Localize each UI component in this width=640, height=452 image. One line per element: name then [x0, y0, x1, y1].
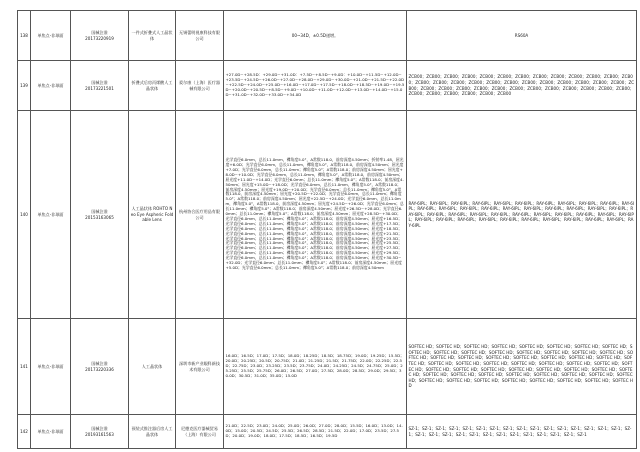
table-row: [18, 415, 637, 449]
cell-spec: 21.0D；22.5D；23.0D；24.0D；25.0D；26.0D；27.0D；28.0D；15.5D；16.0D；13.0D；14.0D；15.0D；20.5D；24.5D；25.5D；26.5D；28.5D；21.5D；22.0D；17.0D；23.5D；27.5D；20.0D；19.0D；18.0D；17.5D；18.5D；16.5D；19.5D: [224, 415, 407, 449]
cell-cert: 国械注准 20173221501: [71, 61, 129, 111]
cell-product: 人工晶状体: [129, 319, 176, 415]
cell-models: SZ-1；SZ-1；SZ-1；SZ-1；SZ-1；SZ-1；SZ-1；SZ-1；SZ-1；SZ-1；SZ-1；SZ-1；SZ-1；SZ-1；SZ-1；SZ-1；SZ-1；SZ-1；SZ-1；SZ-1；SZ-1；SZ-1；SZ-1；SZ-1；SZ-1；SZ-1；SZ-1；SZ-1；SZ-1；SZ-1: [407, 415, 637, 449]
cell-index: 142: [18, 415, 31, 449]
cell-index: 140: [18, 111, 31, 319]
table-row: [18, 11, 637, 61]
cell-index: 138: [18, 11, 31, 61]
cell-product: 一件式折叠式人工晶状体: [129, 11, 176, 61]
cell-models: SOFTEC HD；SOFTEC HD；SOFTEC HD；SOFTEC HD；SOFTEC HD；SOFTEC HD；SOFTEC HD；SOFTEC HD；SOFTEC HD；SOFTEC HD；SOFTEC HD；SOFTEC HD；SOFTEC HD；SOFTEC HD；SOFTEC HD；SOFTEC HD；SOFTEC HD；SOFTEC HD；SOFTEC HD；SOFTEC HD；SOFTEC HD；SOFTEC HD；SOFTEC HD；SOFTEC HD；SOFTEC HD；SOFTEC HD；SOFTEC HD；SOFTEC HD；SOFTEC HD；SOFTEC HD；SOFTEC HD；SOFTEC HD；SOFTEC HD；SOFTEC HD；SOFTEC HD；SOFTEC HD；SOFTEC HD；SOFTEC HD；SOFTEC HD；SOFTEC HD；SOFTEC HD；SOFTEC HD；SOFTEC HD；SOFTEC HD；SOFTEC HD；SOFTEC HD；SOFTEC HD；SOFTEC HD；SOFTEC HD；SOFTEC HD；SOFTEC HD；SOFTEC HD；SOFTEC HD；SOFTEC HD；SOFTEC HD；SOFTEC HD；SOFTEC HD: [407, 319, 637, 415]
cell-index: 141: [18, 319, 31, 415]
cell-spec: +27.0D~+28.5D：+29.0D~+31.0D：+7.5D~+8.5D~+9.0D：+10.0D~+11.5D~+12.0D~+23.5D~+24.5D~+26.0D~+27.0D~+28.0D~+29.0D~+30.0D~+21.0D~+21.5D~+22.0D~+22.5D~+24.0D~+25.0D~+16.0D~+17.0D~+17.5D~+18.0D~+18.5D~+19.0D~+19.5D~+20.0D~+20.5D~+8.5D~+9.0D~+10.0D~+11.0D~+12.0D~+13.0D~+14.0D~+15.0D~+31.0D~+32.0D~+33.0D~+34.0D: [224, 61, 407, 111]
cell-company: 尼德克医疗器械贸易（上海）有限公司: [176, 415, 224, 449]
cell-models: RAY-6IPL；RAY-6IPL；RAY-6IPL；RAY-6IPL；RAY-6IPL；RAY-6IPL；RAY-6IPL；RAY-6IPL；RAY-6IPL；RAY-6IPL；RAY-6IPL；RAY-6IPL；RAY-6IPL；RAY-6IPL；RAY-6IPL；RAY-6IPL；RAY-6IPL；RAY-6IPL；RAY-6IPL；RAY-6IPL；RAY-6IPL；RAY-6IPL；RAY-6IPL；RAY-6IPL；RAY-6IPL；RAY-6IPL；RAY-6IPL；RAY-6IPL；RAY-6IPL；RAY-6IPL；RAY-6IPL；RAY-6IPL；RAY-6IPL；RAY-6IPL；RAY-6IPL；RAY-6IPL；RAY-6IPL；RAY-6IPL；RAY-6IPL；RAY-6IPL；RAY-6IPL；RAY-6IPL；RAY-6IPL: [407, 111, 637, 319]
cell-cert: 国械注准 20173220919: [71, 11, 129, 61]
cell-spec: 00~34D，±0.5D递增。: [224, 11, 407, 61]
cell-category: 单焦点-非球面: [31, 111, 71, 319]
cell-company: 杭州协合医疗用品有限公司: [176, 111, 224, 319]
cell-cert: 国械注准 20193161563: [71, 415, 129, 449]
cell-company: 无锡蕾明视康科技有限公司: [176, 11, 224, 61]
cell-category: 单焦点-非球面: [31, 415, 71, 449]
cell-models: ZCB00；ZCB00；ZCB00；ZCB00；ZCB00；ZCB00；ZCB00；ZCB00；ZCB00；ZCB00；ZCB00；ZCB00；ZCB00；ZCB00；ZCB00；ZCB00；ZCB00；ZCB00；ZCB00；ZCB00；ZCB00；ZCB00；ZCB00；ZCB00；ZCB00；ZCB00；ZCB00；ZCB00；ZCB00；ZCB00；ZCB00；ZCB00；ZCB00；ZCB00；ZCB00；ZCB00；ZCB00；ZCB00；ZCB00；ZCB00；ZCB00；ZCB00；ZCB00；ZCB00: [407, 61, 637, 111]
cell-product: 折叠式后房丙烯酸人工晶状体: [129, 61, 176, 111]
cell-cert: 国械注准 20153163065: [71, 111, 129, 319]
cell-company: 爱尔康（上海）医疗器械有限公司: [176, 61, 224, 111]
cell-company: 深圳市新产业眼科新技术有限公司: [176, 319, 224, 415]
lens-registration-table: [17, 10, 637, 449]
table-row: [18, 61, 637, 111]
table-body: [18, 11, 637, 449]
cell-spec: 光学直径6.0mm，总长11.0mm，襻角度5.0°，A常数118.0，前房深度4.50mm；折射率1.48，屈光度+6.0D；光学直径6.0mm，总长11.0mm，襻角度5.0°，A常数118.0，前房深度4.50mm；屈光度+7.0D；光学直径6.0mm，总长11.0mm；襻角度5.0°；A常数118.0；前房深度4.50mm；屈光度+8.0D~+10.0D；光学直径6.0mm，总长11.0mm，襻角度5.0°，A常数118.0，前房深度4.50mm；屈光度+11.0D~+14.0D；光学直径6.0mm；总长11.0mm；襻角度5.0°；A常数118.0；前房深度4.50mm；屈光度+15.0D~+18.0D；光学直径6.0mm，总长11.0mm，襻角度5.0°，A常数118.0；前房深度4.50mm；屈光度+19.0D~+20.0D；光学直径6.0mm；总长11.0mm；襻角度5.0°，A常数118.0，前房深度4.50mm；屈光度+20.5D~+22.0D；光学直径6.0mm，总长11.0mm；襻角度5.0°；A常数118.0；前房深度4.50mm；屈光度+22.5D~+24.0D；光学直径6.0mm，总长11.0mm，襻角度5.0°，A常数118.0，前房深度4.50mm；屈光度+24.5D~+26.0D；光学直径6.0mm；总长11.0mm；襻角度5.0°；A常数118.0；前房深度4.50mm；屈光度+26.5D~+28.0D；光学直径6.0mm；总长11.0mm；襻角度5.0°；A常数118.0；前房深度4.50mm；屈光度+28.5D~+30.0D；光学直径6.0mm，总长11.0mm；襻角度5.0°；A常数118.0；前房深度4.50mm；屈光度+16.5D；光学直径6.0mm；总长11.0mm；襻角度5.0°；A常数118.0；前房深度4.50mm；屈光度+17.5D；光学直径6.0mm；总长11.0mm，襻角度5.0°；A常数118.0；前房深度4.50mm；屈光度+18.5D；光学直径6.0mm，总长11.0mm，襻角度5.0°，A常数118.0，前房深度4.50mm；屈光度+21.5D；光学直径6.0mm；总长11.0mm；襻角度5.0°；A常数118.0；前房深度4.50mm；屈光度+23.5D；光学直径6.0mm，总长11.0mm，襻角度5.0°，A常数118.0，前房深度4.50mm；屈光度+25.5D；光学直径6.0mm；总长11.0mm；襻角度5.0°；A常数118.0；前房深度4.50mm；屈光度+27.5D；光学直径6.0mm；总长11.0mm；襻角度5.0°；A常数118.0；前房深度4.50mm；屈光度+29.5D；光学直径6.0mm，总长11.0mm；襻角度5.0°；A常数118.0；前房深度4.50mm；屈光度+30.5D~+32.0D；光学直径6.0mm；总长11.0mm；襻角度5.0°；A常数118.0；前房深度4.50mm；屈光度+5.0D；光学直径6.0mm；总长11.0mm；襻角度5.0°；A常数118.0；前房深度4.50mm: [224, 111, 407, 319]
cell-category: 单焦点-非球面: [31, 61, 71, 111]
table-row: [18, 319, 637, 415]
cell-category: 单焦点-非球面: [31, 319, 71, 415]
cell-index: 139: [18, 61, 31, 111]
cell-category: 单焦点-非球面: [31, 11, 71, 61]
cell-product: 预装式推注器后房人工晶状体: [129, 415, 176, 449]
cell-models: RS60A: [407, 11, 637, 61]
table-row: [18, 111, 637, 319]
cell-product: 人工晶状体 ROHTO Neo Eye Aspheric Foldable Lens: [129, 111, 176, 319]
cell-spec: 16.0D；16.5D；17.0D；17.5D；18.0D；18.25D；18.5D；18.75D；19.0D；19.25D；15.5D；20.0D；20.25D；20.5D；20.75D；21.0D；21.25D；21.5D；21.75D；22.0D；22.25D；22.5D；22.75D；23.0D；23.25D；23.5D；23.75D；24.0D；24.25D；24.5D；24.75D；25.0D；25.25D；25.5D；25.75D；26.0D；26.5D；27.0D；27.5D；28.0D；28.5D；29.0D；29.5D；30.0D；30.5D；31.0D；35.0D；15.0D: [224, 319, 407, 415]
cell-cert: 国械注准 20173220336: [71, 319, 129, 415]
